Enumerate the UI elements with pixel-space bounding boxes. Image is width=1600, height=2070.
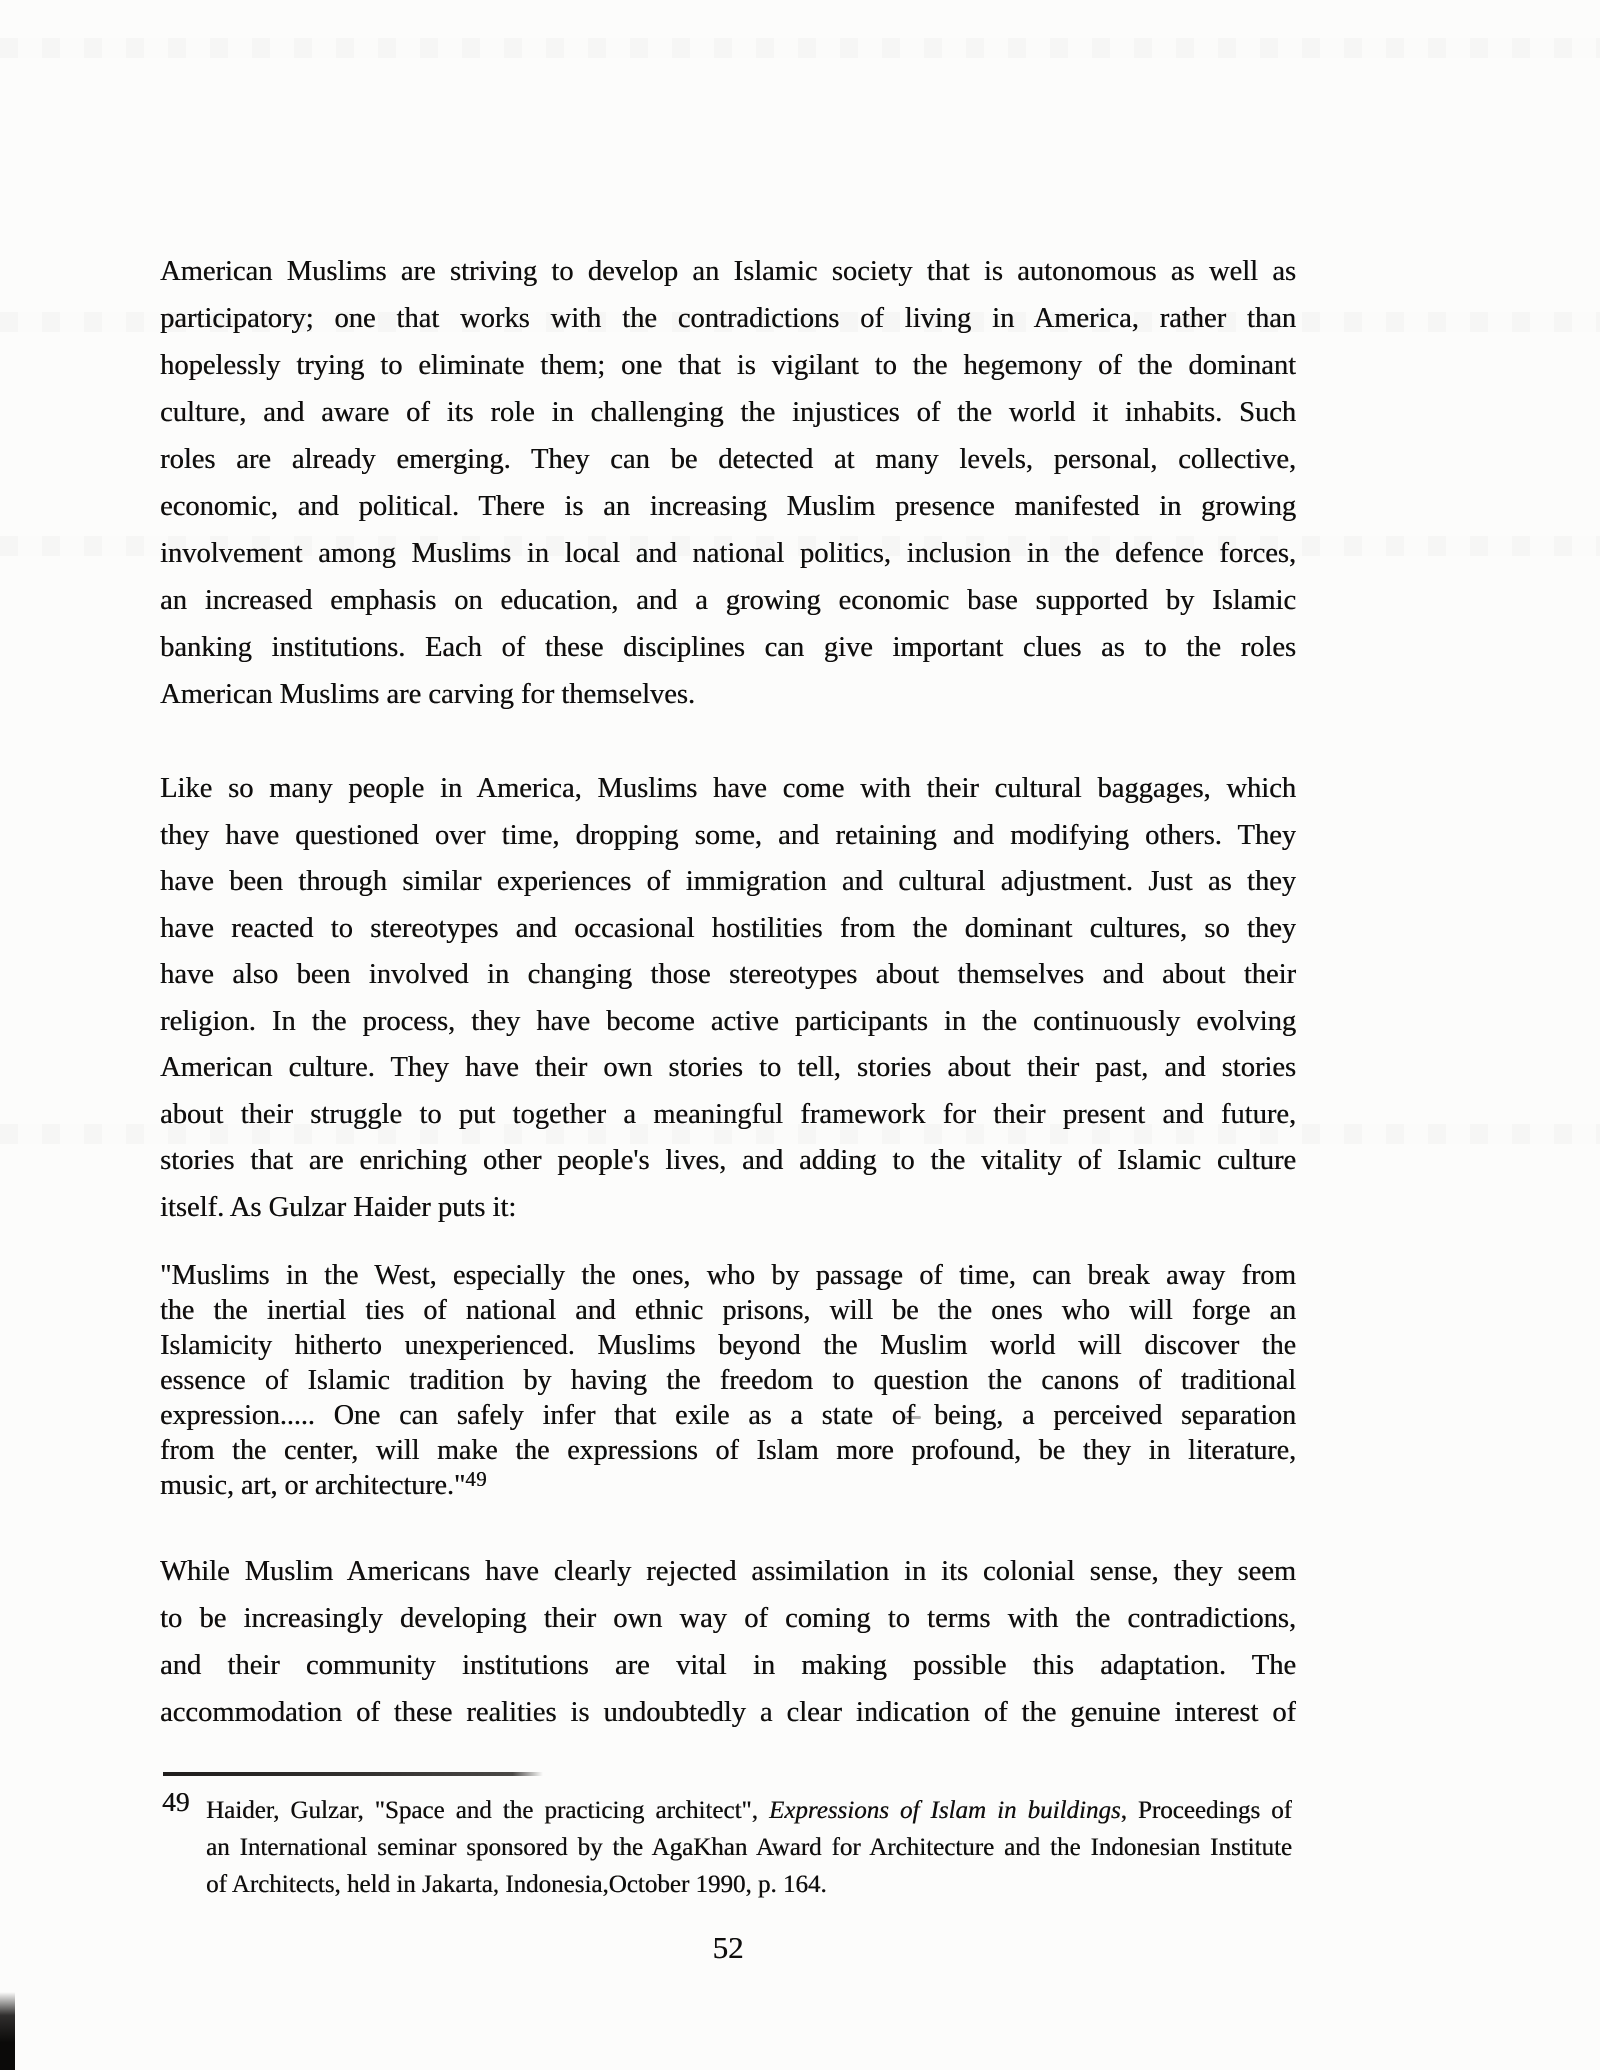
text-line: have also been involved in changing those stereotypes about themselves and about their (160, 959, 1296, 990)
text-line: itself. As Gulzar Haider puts it: (160, 1191, 517, 1223)
text-line: accommodation of these realities is undoubtedly a clear indication of the genuine interest of (160, 1697, 1296, 1728)
text-line: banking institutions. Each of these disciplines can give important clues as to the roles (160, 632, 1296, 663)
text-line: hopelessly trying to eliminate them; one that is vigilant to the hegemony of the dominant (160, 350, 1296, 381)
text-line: essence of Islamic tradition by having the freedom to question the canons of traditional (160, 1365, 1296, 1396)
footnote-text (206, 1792, 1292, 1903)
text-line: American Muslims are striving to develop an Islamic society that is autonomous as well as (160, 256, 1296, 287)
text-line: roles are already emerging. They can be detected at many levels, personal, collective, (160, 444, 1296, 475)
block-quote-last-text: music, art, or architecture." (160, 1470, 466, 1501)
footnote-line-2: an International seminar sponsored by the AgaKhan Award for Architecture and the Indonesian Institute (206, 1834, 1292, 1861)
text-line: an increased emphasis on education, and a growing economic base supported by Islamic (160, 585, 1296, 616)
text-line: they have questioned over time, dropping some, and retaining and modifying others. They (160, 819, 1296, 851)
text-line: Islamicity hitherto unexperienced. Muslims beyond the Muslim world will discover the (160, 1330, 1296, 1361)
text-line: to be increasingly developing their own way of coming to terms with the contradictions, (160, 1603, 1296, 1634)
footnote-separator-rule (163, 1772, 543, 1776)
scan-edge-strip-bottom (0, 1992, 15, 2070)
footnote-line-3: of Architects, held in Jakarta, Indonesia,October 1990, p. 164. (206, 1871, 827, 1898)
text-line: "Muslims in the West, especially the ones, who by passage of time, can break away from (160, 1260, 1296, 1291)
text-line: the the inertial ties of national and ethnic prisons, will be the ones who will forge an (160, 1295, 1296, 1326)
footnote-marker: 49 (162, 1786, 190, 1817)
text-line: culture, and aware of its role in challenging the injustices of the world it inhabits. Such (160, 397, 1296, 428)
text-line: American culture. They have their own stories to tell, stories about their past, and stories (160, 1052, 1296, 1083)
footnote-reference: 49 (465, 1469, 488, 1491)
text-line: Like so many people in America, Muslims have come with their cultural baggages, which (160, 773, 1296, 804)
text-line: have been through similar experiences of immigration and cultural adjustment. Just as they (160, 866, 1296, 897)
paragraph-3 (160, 1548, 1296, 1736)
footnote-line-1 (206, 1792, 1292, 1829)
paragraph-1 (160, 248, 1296, 718)
block-quote-last-line (160, 1468, 1296, 1503)
text-line: have reacted to stereotypes and occasional hostilities from the dominant cultures, so they (160, 912, 1296, 944)
text-line: from the center, will make the expressions of Islam more profound, be they in literature, (160, 1435, 1296, 1466)
footnote-line1-post: , Proceedings of (1120, 1797, 1292, 1824)
text-line: and their community institutions are vital in making possible this adaptation. The (160, 1650, 1296, 1681)
scan-edge-strip (0, 0, 27, 568)
text-line: American Muslims are carving for themselves. (160, 679, 696, 710)
page-number: 52 (712, 1930, 744, 1965)
text-line: involvement among Muslims in local and national politics, inclusion in the defence forces, (160, 538, 1296, 569)
block-quote-lines (160, 1258, 1296, 1468)
text-line: stories that are enriching other people's lives, and adding to the vitality of Islamic culture (160, 1145, 1296, 1176)
text-line: While Muslim Americans have clearly rejected assimilation in its colonial sense, they seem (160, 1556, 1296, 1587)
block-quote (160, 1258, 1296, 1503)
text-line: religion. In the process, they have become active participants in the continuously evolving (160, 1005, 1296, 1037)
scan-noise-band (0, 38, 1600, 58)
text-line: participatory; one that works with the contradictions of living in America, rather than (160, 303, 1296, 334)
footnote-line1-italic-title: Expressions of Islam in buildings (768, 1797, 1121, 1824)
footnote-line1-pre: Haider, Gulzar, "Space and the practicing architect", (206, 1797, 769, 1824)
text-line: about their struggle to put together a meaningful framework for their present and future, (160, 1098, 1296, 1130)
text-line: economic, and political. There is an increasing Muslim presence manifested in growing (160, 491, 1296, 522)
paragraph-2 (160, 766, 1296, 1231)
text-line: expression..... One can safely infer that exile as a state of being, a perceived separation (160, 1400, 1296, 1431)
footnote (160, 1786, 1296, 1903)
